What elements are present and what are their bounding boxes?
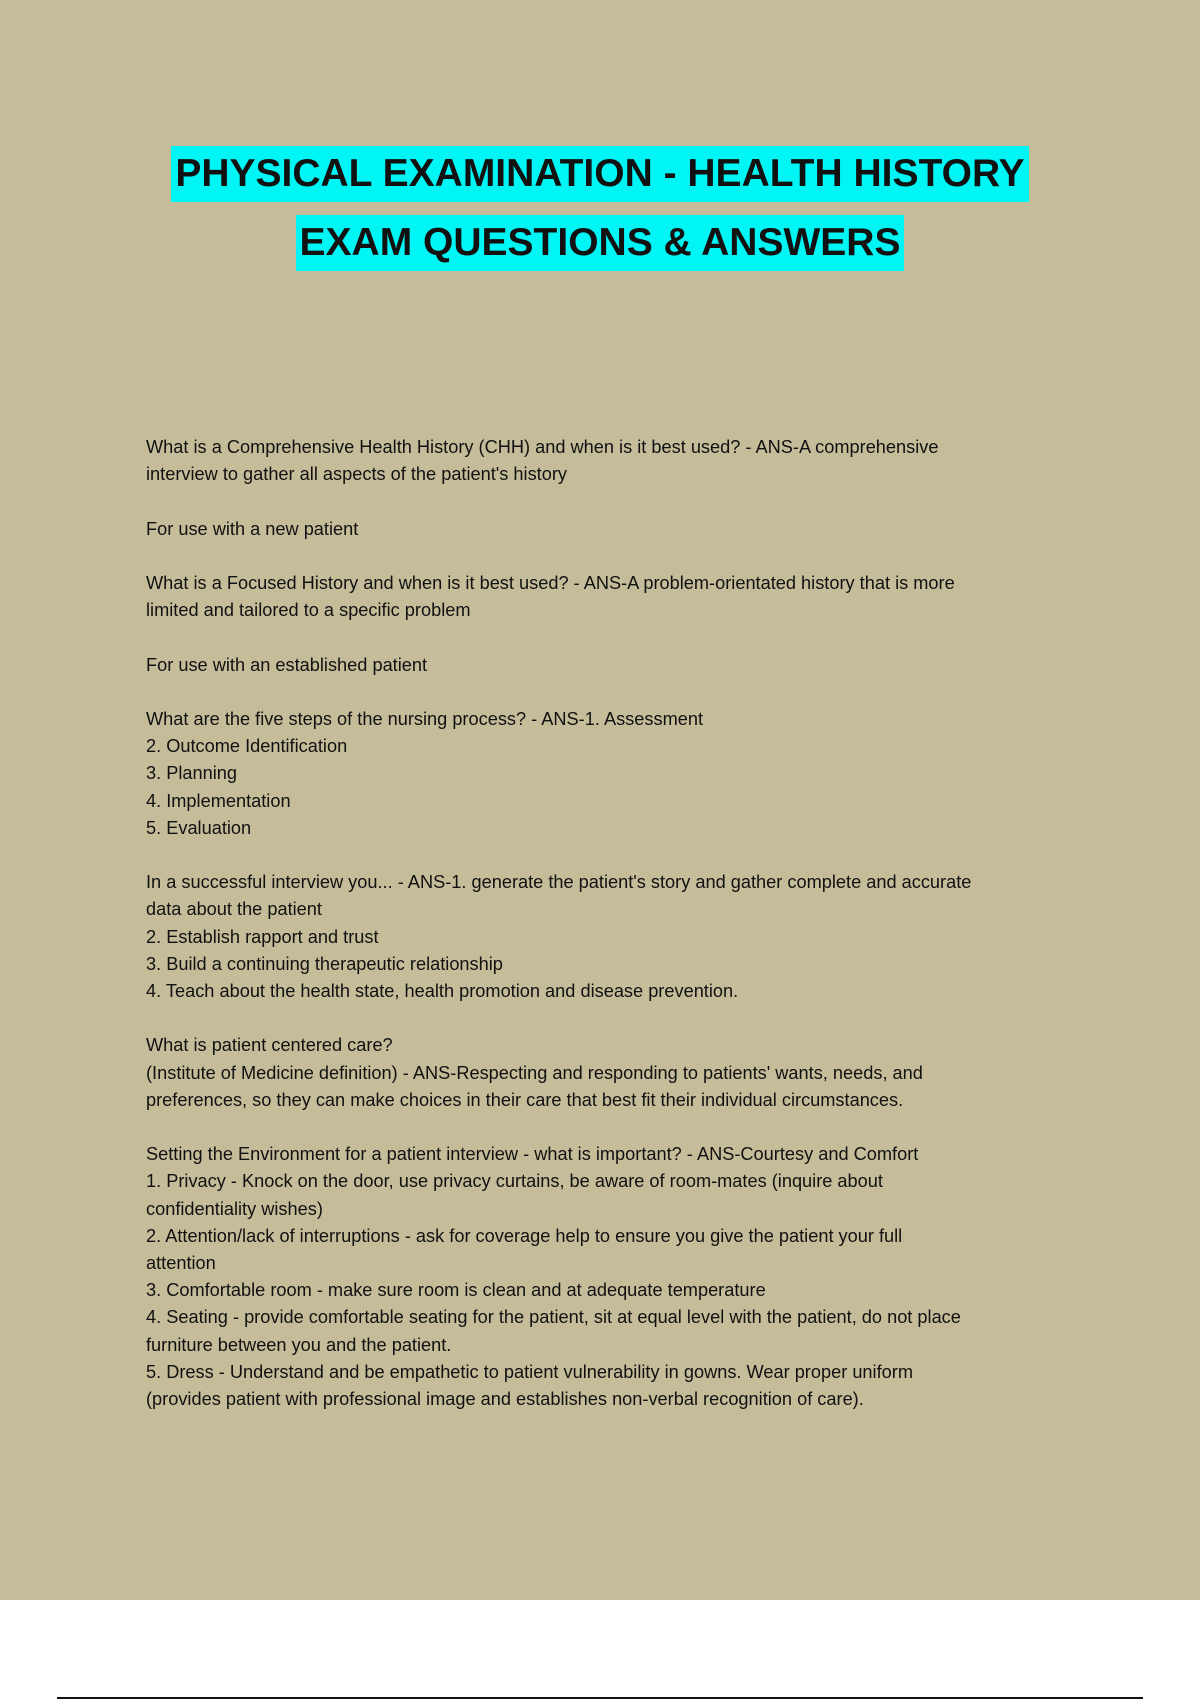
text-line: interview to gather all aspects of the patient's history xyxy=(146,464,567,485)
qa-paragraph xyxy=(146,652,1076,679)
qa-paragraph xyxy=(146,516,1076,543)
text-line: 3. Build a continuing therapeutic relationship xyxy=(146,953,503,974)
text-line: confidentiality wishes) xyxy=(146,1198,323,1219)
qa-paragraph xyxy=(146,1032,1076,1114)
text-line: For use with an established patient xyxy=(146,654,428,675)
text-line: limited and tailored to a specific problem xyxy=(146,600,471,621)
qa-paragraph xyxy=(146,706,1076,842)
text-line: 4. Implementation xyxy=(146,790,291,811)
text-line: 5. Evaluation xyxy=(146,817,252,838)
qa-paragraph xyxy=(146,1141,1076,1413)
text-line: 5. Dress - Understand and be empathetic to patient vulnerability in gowns. Wear proper uniform xyxy=(146,1361,913,1382)
text-line: In a successful interview you... - ANS-1. generate the patient's story and gather complete and accurate xyxy=(146,872,972,893)
text-line: (Institute of Medicine definition) - ANS-Respecting and responding to patients' wants, needs, and xyxy=(146,1062,923,1083)
text-line: 3. Comfortable room - make sure room is clean and at adequate temperature xyxy=(146,1280,766,1301)
qa-paragraph xyxy=(146,869,1076,1005)
text-line: 2. Attention/lack of interruptions - ask for coverage help to ensure you give the patient your full xyxy=(146,1225,903,1246)
text-line: What is a Comprehensive Health History (CHH) and when is it best used? - ANS-A comprehensive xyxy=(146,437,939,457)
title-line-2: EXAM QUESTIONS & ANSWERS xyxy=(296,215,905,271)
text-line: 1. Privacy - Knock on the door, use privacy curtains, be aware of room-mates (inquire about xyxy=(146,1171,883,1192)
document-title xyxy=(0,146,1200,284)
qa-paragraph xyxy=(146,570,1076,624)
text-line: Setting the Environment for a patient interview - what is important? - ANS-Courtesy and Comfort xyxy=(146,1144,919,1165)
text-line: attention xyxy=(146,1252,216,1273)
text-line: What are the five steps of the nursing process? - ANS-1. Assessment xyxy=(146,708,703,729)
text-line: preferences, so they can make choices in their care that best fit their individual circumstances. xyxy=(146,1089,904,1110)
text-line: What is a Focused History and when is it best used? - ANS-A problem-orientated history that is more xyxy=(146,572,955,593)
text-line: furniture between you and the patient. xyxy=(146,1334,452,1355)
text-line: data about the patient xyxy=(146,899,322,920)
text-line: 4. Teach about the health state, health promotion and disease prevention. xyxy=(146,980,739,1001)
text-line: For use with a new patient xyxy=(146,518,359,539)
qa-content xyxy=(146,434,1076,1440)
text-line: 4. Seating - provide comfortable seating for the patient, sit at equal level with the patient, do not place xyxy=(146,1307,961,1328)
qa-paragraph xyxy=(146,434,1076,488)
text-line: What is patient centered care? xyxy=(146,1035,393,1056)
text-line: 2. Outcome Identification xyxy=(146,736,348,757)
footer-divider xyxy=(57,1697,1143,1699)
text-line: (provides patient with professional image and establishes non-verbal recognition of care). xyxy=(146,1389,864,1409)
text-line: 3. Planning xyxy=(146,763,238,784)
text-line: 2. Establish rapport and trust xyxy=(146,926,379,947)
title-line-1: PHYSICAL EXAMINATION - HEALTH HISTORY xyxy=(171,146,1028,202)
